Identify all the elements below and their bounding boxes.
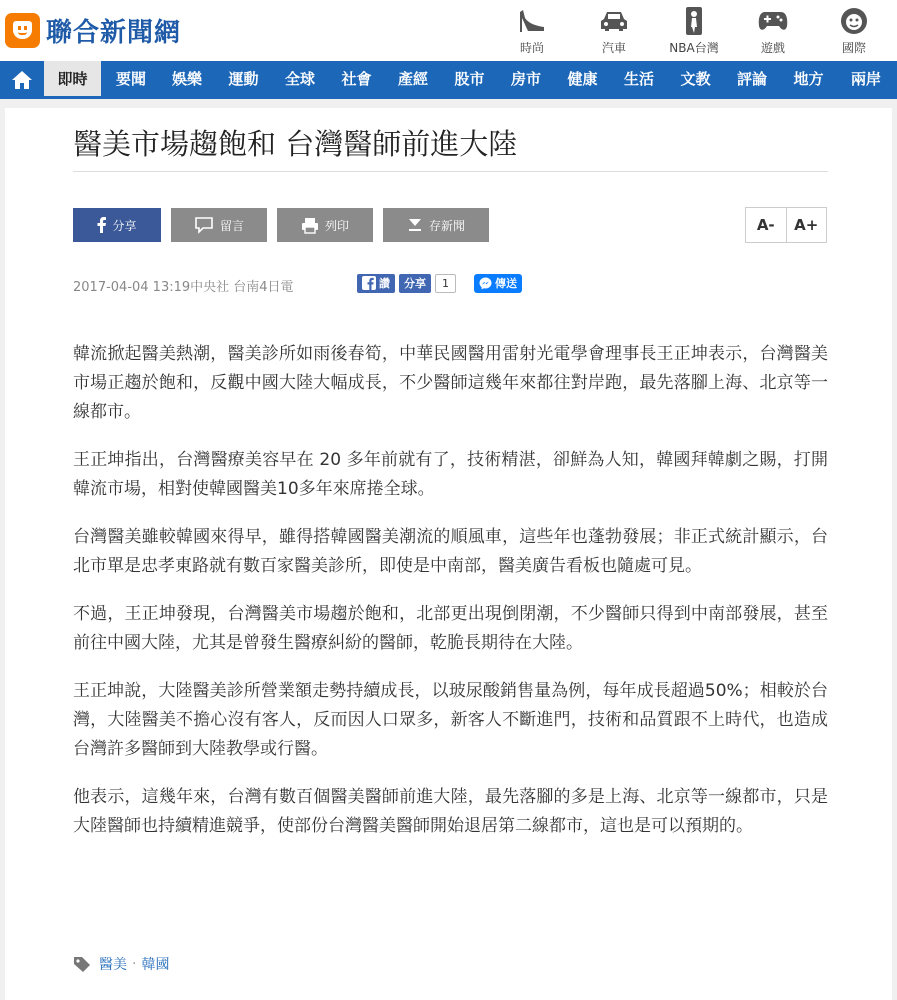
udn-logo-icon <box>5 13 40 48</box>
article-body <box>73 340 828 860</box>
title-divider <box>73 171 828 172</box>
nav-item-global[interactable]: 全球 <box>284 70 315 88</box>
nav-item-opinion[interactable]: 評論 <box>736 70 767 88</box>
print-icon <box>301 217 319 234</box>
article-paragraph: 他表示，這幾年來，台灣有數百個醫美醫師前進大陸，最先落腳的多是上海、北京等一線都市，只是大陸醫師也持續精進競爭，使部份台灣醫美醫師開始退居第二線都市，這也是可以預期的。 <box>73 787 828 836</box>
article-paragraph: 王正坤指出，台灣醫療美容早在 20 多年前就有了，技術精湛，卻鮮為人知，韓國拜韓劇之賜，打開韓流市場，相對使韓國醫美10多年來席捲全球。 <box>73 450 828 499</box>
nav-item-economy[interactable]: 產經 <box>397 70 428 88</box>
nav-item-stocks[interactable]: 股市 <box>454 70 485 88</box>
category-label: 遊戲 <box>760 41 785 55</box>
site-header <box>0 0 897 61</box>
tag-separator: · <box>132 956 137 972</box>
tag-link[interactable]: 韓國 <box>141 957 170 973</box>
comment-button[interactable] <box>171 208 267 242</box>
article-paragraph: 王正坤說，大陸醫美診所營業額走勢持續成長，以玻尿酸銷售量為例，每年成長超過50%；相較於台灣，大陸醫美不擔心沒有客人，反而因人口眾多，新客人不斷進門，技術和品質跟不上時代，也造成台灣許多醫師到大陸教學或行醫。 <box>73 681 828 759</box>
nav-item-cross-strait[interactable]: 兩岸 <box>850 70 881 88</box>
category-shortcuts <box>500 6 897 58</box>
fb-like-label: 讚 <box>379 277 390 290</box>
nav-item-housing[interactable]: 房市 <box>510 70 541 88</box>
share-button[interactable] <box>73 208 161 242</box>
category-world[interactable] <box>822 6 886 56</box>
print-label: 列印 <box>324 218 349 233</box>
category-nba[interactable] <box>662 6 726 56</box>
fb-share-button[interactable]: 分享 <box>399 274 431 293</box>
category-fashion[interactable] <box>500 6 564 56</box>
site-logo[interactable] <box>5 12 181 49</box>
tag-link[interactable]: 醫美 <box>99 957 127 973</box>
comment-label: 留言 <box>219 218 244 233</box>
nav-item-sports[interactable]: 運動 <box>228 70 259 88</box>
category-auto[interactable] <box>582 6 646 56</box>
messenger-widget <box>474 273 522 293</box>
font-size-controls <box>745 207 827 243</box>
nav-item-society[interactable]: 社會 <box>341 70 372 88</box>
category-games[interactable] <box>741 6 805 56</box>
messenger-send-button[interactable] <box>474 274 522 293</box>
main-nav <box>0 61 897 99</box>
nav-item-entertainment[interactable]: 娛樂 <box>171 70 202 88</box>
article-tags <box>73 954 169 974</box>
nav-item-realtime[interactable]: 即時 <box>44 61 101 99</box>
category-label: 國際 <box>841 41 866 55</box>
gamepad-icon <box>741 6 805 36</box>
category-label: 汽車 <box>601 41 626 55</box>
car-icon <box>582 6 646 36</box>
tag-icon <box>73 956 91 972</box>
comment-icon <box>194 217 214 234</box>
share-count: 1 <box>435 274 456 293</box>
globe-icon <box>822 6 886 36</box>
home-icon[interactable] <box>0 61 44 99</box>
nba-icon <box>662 6 726 36</box>
article-paragraph: 韓流掀起醫美熱潮，醫美診所如雨後春筍，中華民國醫用雷射光電學會理事長王正坤表示，台灣醫美市場正趨於飽和，反觀中國大陸大幅成長，不少醫師這幾年來都往對岸跑，最先落腳上海、北京等一線都市。 <box>73 344 828 422</box>
high-heel-icon <box>500 6 564 36</box>
facebook-save-widget <box>357 273 395 293</box>
nav-item-education[interactable]: 文教 <box>680 70 711 88</box>
article-title: 醫美市場趨飽和 台灣醫師前進大陸 <box>73 127 518 161</box>
print-button[interactable] <box>277 208 373 242</box>
category-label: NBA台灣 <box>669 41 719 55</box>
share-label: 分享 <box>112 218 137 233</box>
save-news-label: 存新聞 <box>428 218 465 233</box>
facebook-share-widget <box>399 273 456 293</box>
site-name: 聯合新聞網 <box>46 18 182 48</box>
article-paragraph: 台灣醫美雖較韓國來得早，雖得搭韓國醫美潮流的順風車，這些年也蓬勃發展；非正式統計顯示，台北市單是忠孝東路就有數百家醫美診所，即使是中南部，醫美廣告看板也隨處可見。 <box>73 527 828 576</box>
font-smaller-button[interactable]: A- <box>756 216 775 234</box>
category-label: 時尚 <box>519 41 544 55</box>
save-news-button[interactable] <box>383 208 489 242</box>
download-icon <box>407 217 423 233</box>
facebook-icon <box>97 217 106 233</box>
nav-item-health[interactable]: 健康 <box>567 70 598 88</box>
article-paragraph: 不過，王正坤發現，台灣醫美市場趨於飽和，北部更出現倒閉潮，不少醫師只得到中南部發展，甚至前往中國大陸，尤其是曾發生醫療糾紛的醫師，乾脆長期待在大陸。 <box>73 604 828 653</box>
messenger-icon <box>479 277 492 290</box>
nav-item-headlines[interactable]: 要聞 <box>115 70 146 88</box>
article-meta: 2017-04-04 13:19中央社 台南4日電 <box>73 280 294 295</box>
facebook-f-icon <box>362 276 376 290</box>
fb-like-button[interactable] <box>357 274 395 293</box>
nav-item-life[interactable]: 生活 <box>623 70 654 88</box>
font-larger-button[interactable]: A+ <box>786 208 827 242</box>
nav-item-local[interactable]: 地方 <box>793 70 824 88</box>
messenger-label: 傳送 <box>495 277 517 290</box>
article-card <box>5 108 892 1000</box>
